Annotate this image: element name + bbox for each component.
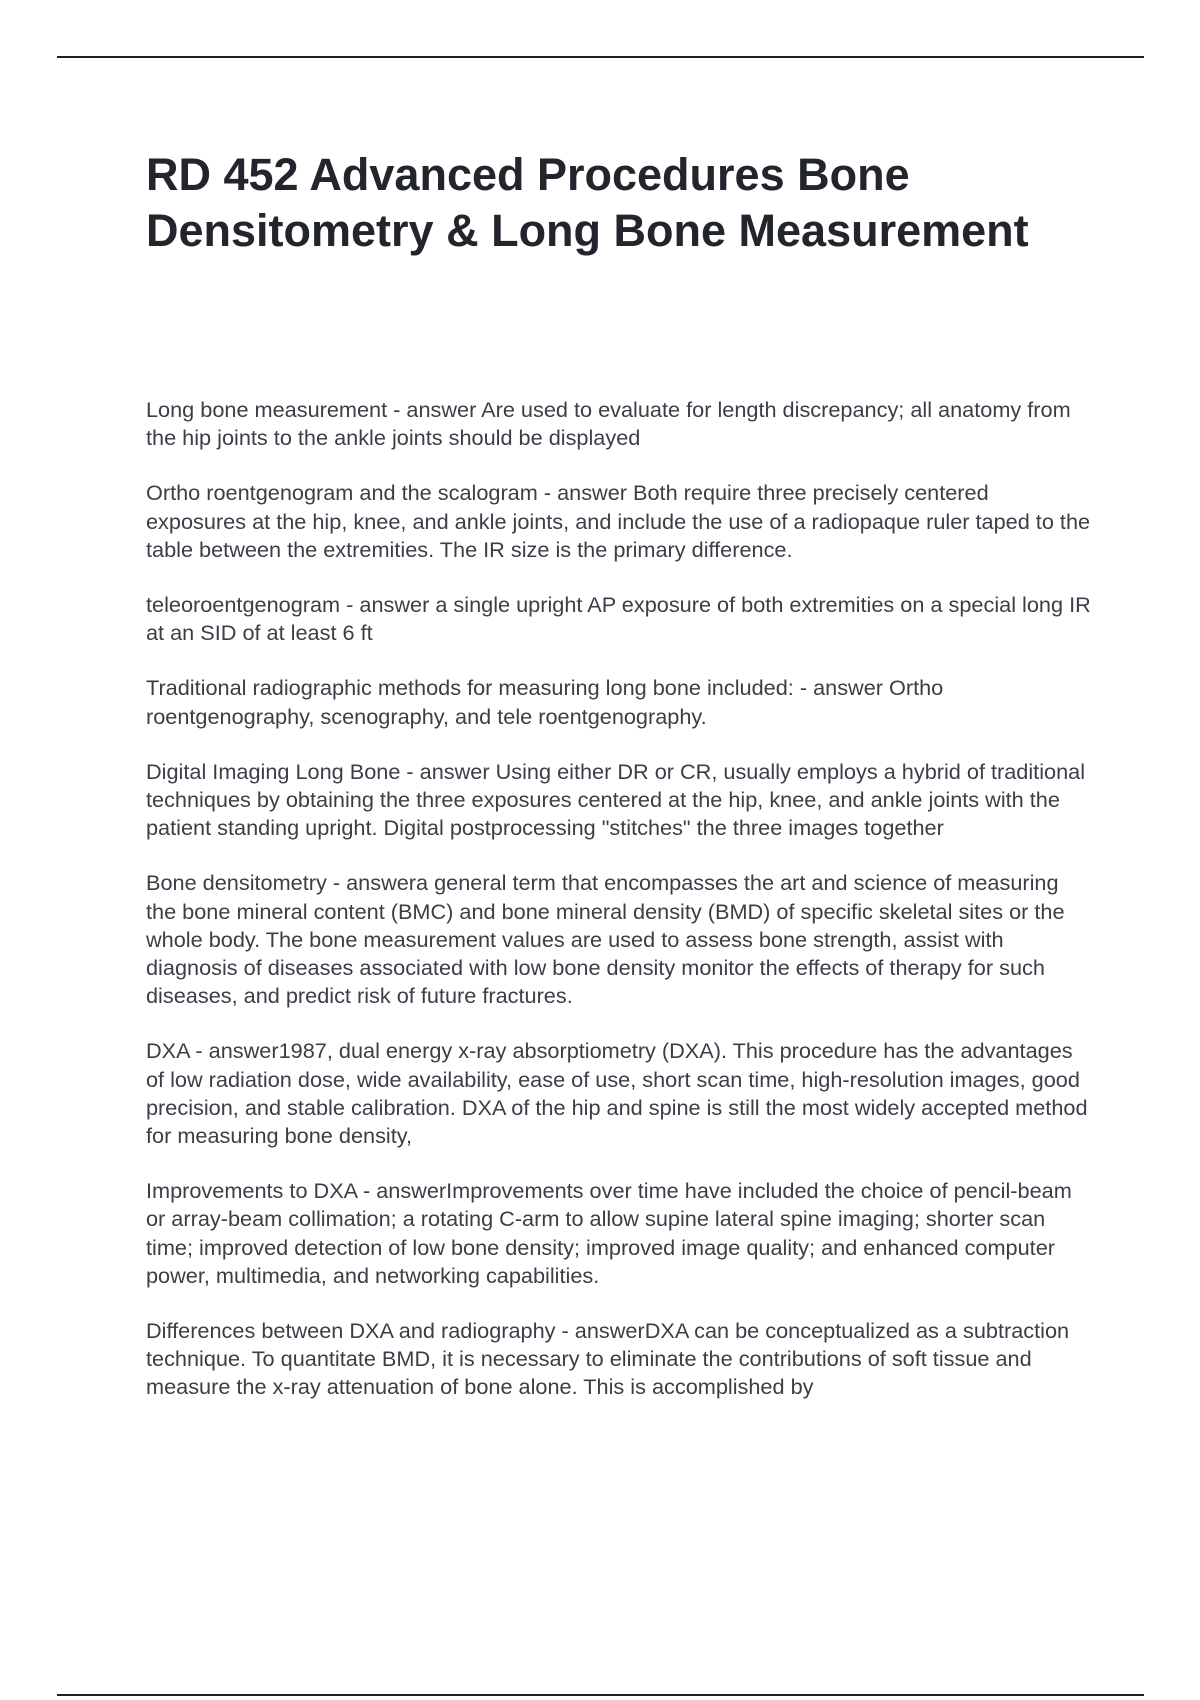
entry-dxa-vs-radiography: Differences between DXA and radiography - answerDXA can be conceptualized as a subtraction technique. To quantitate BMD, it is necessary to eliminate the contributions of soft tissue and measure the x-ray attenuation of bone alone. This is accomplished by [146, 1318, 1070, 1400]
entry-list [146, 396, 1094, 1429]
entry-teleoroentgenogram: teleoroentgenogram - answer a single upright AP exposure of both extremities on a special long IR at an SID of at least 6 ft [146, 592, 1091, 646]
entry-traditional-methods: Traditional radiographic methods for measuring long bone included: - answer Ortho roentgenography, scenography, and tele roentgenography. [146, 675, 944, 729]
entry-long-bone-measurement: Long bone measurement - answer Are used to evaluate for length discrepancy; all anatomy from the hip joints to the ankle joints should be displayed [146, 397, 1071, 451]
bottom-divider [57, 1694, 1144, 1696]
entry-dxa: DXA - answer1987, dual energy x-ray absorptiometry (DXA). This procedure has the advantages of low radiation dose, wide availability, ease of use, short scan time, high-resolution images, good precision, and stable calibration. DXA of the hip and spine is still the most widely accepted method for measuring bone density, [146, 1038, 1088, 1149]
entry-ortho-roentgenogram: Ortho roentgenogram and the scalogram - answer Both require three precisely centered exposures at the hip, knee, and ankle joints, and include the use of a radiopaque ruler taped to the table between the extremities. The IR size is the primary difference. [146, 480, 1091, 562]
entry-bone-densitometry: Bone densitometry - answera general term that encompasses the art and science of measuring the bone mineral content (BMC) and bone mineral density (BMD) of specific skeletal sites or the whole body. The bone measurement values are used to assess bone strength, assist with diagnosis of diseases associated with low bone density monitor the effects of therapy for such diseases, and predict risk of future fractures. [146, 870, 1065, 1009]
document-title: RD 452 Advanced Procedures Bone Densitometry & Long Bone Measurement [146, 149, 1029, 256]
entry-digital-imaging: Digital Imaging Long Bone - answer Using either DR or CR, usually employs a hybrid of traditional techniques by obtaining the three exposures centered at the hip, knee, and ankle joints with the patient standing upright. Digital postprocessing "stitches" the three images together [146, 758, 1086, 841]
entry-improvements-dxa: Improvements to DXA - answerImprovements over time have included the choice of pencil-beam or array-beam collimation; a rotating C-arm to allow supine lateral spine imaging; shorter scan time; improved detection of low bone density; improved image quality; and enhanced computer power, multimedia, and networking capabilities. [146, 1178, 1072, 1288]
top-divider [57, 56, 1144, 58]
